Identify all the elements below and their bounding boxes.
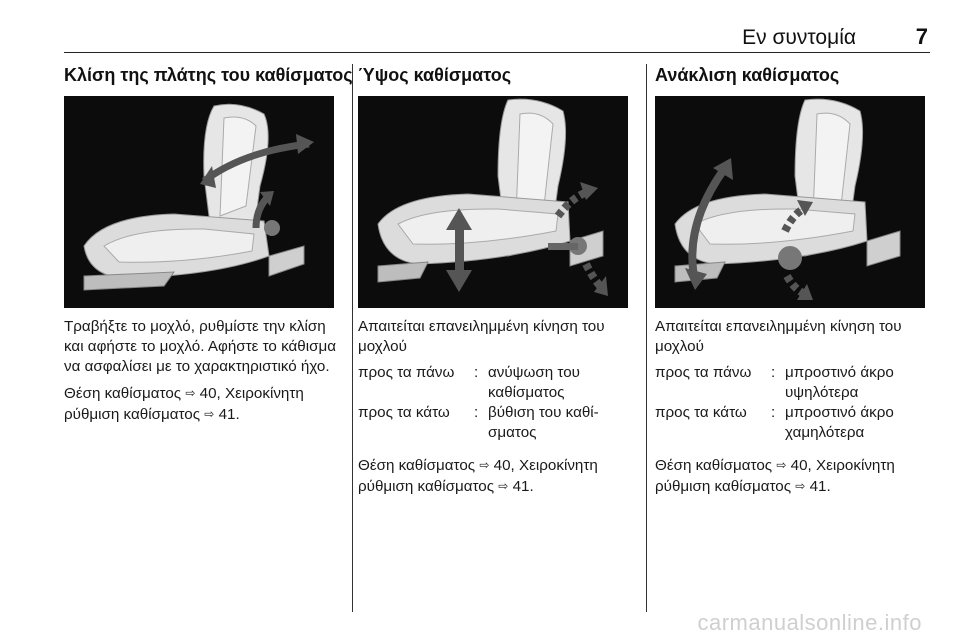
cross-reference: Θέση καθίσματος ⇨ 40, Χειροκίνητη ρύθμιση καθίσματος ⇨ 41. bbox=[64, 385, 304, 423]
paragraph: Τραβήξτε το μοχλό, ρυθμίστε την κλίση και αφήστε το μοχλό. Αφήστε το κάθισμα να ασφαλίσει με το χαρακτηριστικό ήχο. bbox=[64, 318, 336, 375]
options-table bbox=[655, 363, 927, 443]
page-ref-icon: ⇨ bbox=[204, 407, 215, 421]
table-row: προς τα πάνω : μπροστινό άκρο υψηλότερα bbox=[655, 364, 894, 401]
column-height bbox=[358, 64, 630, 495]
table-row: προς τα κάτω : μπροστινό άκρο χαμηλότερα bbox=[655, 404, 894, 441]
watermark: carmanualsonline.info bbox=[697, 610, 922, 635]
column-divider bbox=[646, 64, 647, 612]
column-backrest bbox=[64, 64, 353, 423]
page-ref-icon: ⇨ bbox=[185, 386, 196, 400]
paragraph: Απαιτείται επανειλημμένη κίνηση του μοχλού bbox=[358, 318, 605, 355]
seat-backrest-illustration bbox=[64, 96, 334, 308]
cross-reference: Θέση καθίσματος ⇨ 40, Χειροκίνητη ρύθμιση καθίσματος ⇨ 41. bbox=[655, 457, 895, 495]
table-row: προς τα πάνω : ανύψωση του καθίσματος bbox=[358, 364, 580, 401]
seat-tilt-illustration bbox=[655, 96, 925, 308]
page-ref-icon: ⇨ bbox=[479, 458, 490, 472]
page-header bbox=[64, 22, 930, 53]
page-number: 7 bbox=[915, 24, 928, 49]
column-divider bbox=[352, 64, 353, 612]
table-row: προς τα κάτω : βύθιση του καθίσματος bbox=[358, 404, 599, 441]
column-title: Ανάκλιση καθίσματος bbox=[655, 65, 840, 85]
page-ref-icon: ⇨ bbox=[776, 458, 787, 472]
column-tilt bbox=[655, 64, 927, 495]
height-text bbox=[358, 317, 630, 503]
page-ref-icon: ⇨ bbox=[498, 479, 509, 493]
tilt-text bbox=[655, 317, 927, 503]
page-ref-icon: ⇨ bbox=[795, 479, 806, 493]
backrest-text bbox=[64, 317, 336, 431]
cross-reference: Θέση καθίσματος ⇨ 40, Χειροκίνητη ρύθμιση καθίσματος ⇨ 41. bbox=[358, 457, 598, 495]
section-title: Εν συντομία bbox=[742, 26, 856, 49]
options-table bbox=[358, 363, 630, 443]
seat-height-illustration bbox=[358, 96, 628, 308]
column-title: Κλίση της πλάτης του καθίσματος bbox=[64, 65, 353, 85]
paragraph: Απαιτείται επανειλημμένη κίνηση του μοχλού bbox=[655, 318, 902, 355]
column-title: Ύψος καθίσματος bbox=[358, 65, 512, 85]
